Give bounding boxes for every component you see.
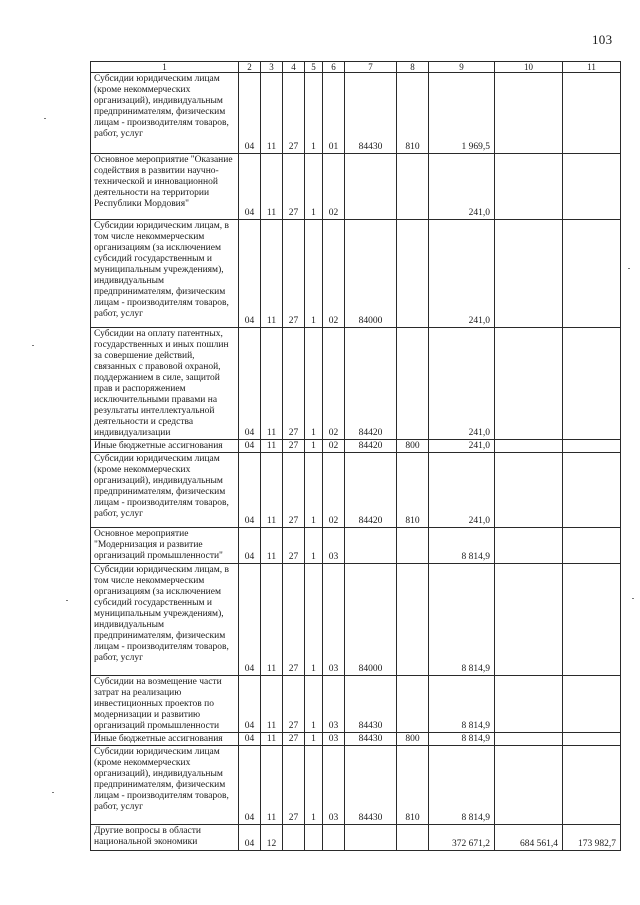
code-direction [345,825,397,851]
code-subprogram: 1 [305,220,323,328]
code-direction: 84430 [345,676,397,733]
code-measure: 03 [323,733,345,746]
table-row [91,220,621,328]
amount-col11 [563,746,621,825]
code-measure: 03 [323,746,345,825]
row-name: Субсидии юридическим лицам, в том числе некоммерческим организациям (за исключением субсидий государственным и муниципальным учреждениям), индивидуальным предпринимателям, физическим лицам - производителям товаров, работ, услуг [91,220,239,328]
amount-col9: 8 814,9 [429,528,495,564]
amount-col10 [495,746,563,825]
code-subsection: 11 [261,564,283,676]
row-name: Другие вопросы в области национальной экономики [91,825,239,851]
code-expense-type [397,220,429,328]
code-subsection: 11 [261,328,283,440]
row-name: Иные бюджетные ассигнования [91,733,239,746]
scan-speck [44,118,46,119]
code-measure: 02 [323,440,345,453]
table-row [91,746,621,825]
row-name: Иные бюджетные ассигнования [91,440,239,453]
amount-col11 [563,528,621,564]
code-subprogram: 1 [305,733,323,746]
code-direction: 84420 [345,328,397,440]
table-row [91,733,621,746]
code-section: 04 [239,220,261,328]
code-measure: 02 [323,453,345,528]
amount-col10 [495,73,563,154]
amount-col9: 8 814,9 [429,733,495,746]
column-header: 7 [345,62,397,73]
amount-col10: 684 561,4 [495,825,563,851]
code-program: 27 [283,73,305,154]
scan-speck [628,268,630,269]
column-header: 6 [323,62,345,73]
code-section: 04 [239,733,261,746]
column-header: 4 [283,62,305,73]
code-direction [345,528,397,564]
code-section: 04 [239,564,261,676]
row-name: Основное мероприятие "Модернизация и развитие организаций промышленности" [91,528,239,564]
amount-col10 [495,676,563,733]
code-subsection: 12 [261,825,283,851]
table-row [91,825,621,851]
code-subsection: 11 [261,73,283,154]
table-row [91,676,621,733]
amount-col11 [563,328,621,440]
code-direction: 84000 [345,220,397,328]
code-section: 04 [239,746,261,825]
code-program: 27 [283,676,305,733]
code-expense-type: 810 [397,73,429,154]
code-program: 27 [283,328,305,440]
column-header: 2 [239,62,261,73]
code-program [283,825,305,851]
amount-col10 [495,220,563,328]
table-row [91,564,621,676]
amount-col9: 241,0 [429,440,495,453]
code-measure: 01 [323,73,345,154]
amount-col10 [495,564,563,676]
code-section: 04 [239,825,261,851]
amount-col9: 241,0 [429,453,495,528]
column-header: 11 [563,62,621,73]
row-name: Субсидии юридическим лицам (кроме некоммерческих организаций), индивидуальным предпринимателям, физическим лицам - производителям товаров, работ, услуг [91,73,239,154]
code-program: 27 [283,564,305,676]
amount-col10 [495,328,563,440]
code-program: 27 [283,440,305,453]
code-section: 04 [239,453,261,528]
row-name: Субсидии юридическим лицам, в том числе некоммерческим организациям (за исключением субсидий государственным и муниципальным учреждениям), индивидуальным предпринимателям, физическим лицам - производителям товаров, работ, услуг [91,564,239,676]
code-subprogram: 1 [305,440,323,453]
amount-col11 [563,564,621,676]
amount-col9: 241,0 [429,220,495,328]
table-row [91,73,621,154]
amount-col9: 1 969,5 [429,73,495,154]
scan-speck [52,792,54,793]
row-name: Субсидии на возмещение части затрат на реализацию инвестиционных проектов по модернизации и развитию организаций промышленности [91,676,239,733]
code-subprogram: 1 [305,564,323,676]
code-expense-type [397,328,429,440]
amount-col9: 8 814,9 [429,676,495,733]
amount-col11 [563,73,621,154]
code-program: 27 [283,220,305,328]
code-measure: 02 [323,220,345,328]
table-row [91,453,621,528]
code-expense-type: 810 [397,746,429,825]
column-header: 3 [261,62,283,73]
code-subsection: 11 [261,528,283,564]
code-expense-type [397,825,429,851]
amount-col11 [563,676,621,733]
code-subsection: 11 [261,676,283,733]
code-subsection: 11 [261,154,283,220]
row-name: Субсидии юридическим лицам (кроме некоммерческих организаций), индивидуальным предпринимателям, физическим лицам - производителям товаров, работ, услуг [91,746,239,825]
code-section: 04 [239,528,261,564]
column-header: 10 [495,62,563,73]
row-name: Основное мероприятие "Оказание содействия в развитии научно-технической и инновационной деятельности на территории Республики Мордовия" [91,154,239,220]
amount-col10 [495,453,563,528]
code-subprogram: 1 [305,453,323,528]
code-section: 04 [239,328,261,440]
code-direction: 84430 [345,73,397,154]
scan-speck [632,598,634,599]
code-subsection: 11 [261,733,283,746]
code-direction: 84420 [345,440,397,453]
code-subprogram: 1 [305,73,323,154]
amount-col11 [563,154,621,220]
table-header-row [91,62,621,73]
amount-col10 [495,528,563,564]
code-program: 27 [283,453,305,528]
table-row [91,154,621,220]
code-measure [323,825,345,851]
code-measure: 02 [323,328,345,440]
code-subprogram [305,825,323,851]
code-section: 04 [239,73,261,154]
code-subprogram: 1 [305,328,323,440]
code-direction: 84000 [345,564,397,676]
code-direction: 84430 [345,733,397,746]
amount-col11 [563,733,621,746]
code-measure: 03 [323,528,345,564]
scan-speck [32,345,34,346]
scan-speck [66,600,68,601]
code-subsection: 11 [261,220,283,328]
code-subprogram: 1 [305,154,323,220]
amount-col11: 173 982,7 [563,825,621,851]
code-subsection: 11 [261,440,283,453]
code-expense-type [397,528,429,564]
code-direction [345,154,397,220]
code-expense-type [397,564,429,676]
column-header: 8 [397,62,429,73]
code-measure: 03 [323,564,345,676]
amount-col9: 241,0 [429,328,495,440]
code-section: 04 [239,154,261,220]
amount-col9: 372 671,2 [429,825,495,851]
amount-col9: 8 814,9 [429,746,495,825]
code-subprogram: 1 [305,676,323,733]
code-expense-type: 810 [397,453,429,528]
column-header: 5 [305,62,323,73]
amount-col10 [495,733,563,746]
code-expense-type: 800 [397,733,429,746]
code-measure: 03 [323,676,345,733]
amount-col10 [495,154,563,220]
table-row [91,328,621,440]
column-header: 1 [91,62,239,73]
code-expense-type [397,676,429,733]
code-program: 27 [283,746,305,825]
budget-table [90,61,621,851]
amount-col11 [563,453,621,528]
code-subsection: 11 [261,746,283,825]
code-subprogram: 1 [305,528,323,564]
code-section: 04 [239,676,261,733]
code-expense-type [397,154,429,220]
row-name: Субсидии юридическим лицам (кроме некоммерческих организаций), индивидуальным предпринимателям, физическим лицам - производителям товаров, работ, услуг [91,453,239,528]
page-number: 103 [592,32,613,47]
table-row [91,528,621,564]
code-subsection: 11 [261,453,283,528]
code-program: 27 [283,154,305,220]
column-header: 9 [429,62,495,73]
amount-col11 [563,220,621,328]
row-name: Субсидии на оплату патентных, государственных и иных пошлин за совершение действий, связанных с правовой охраной, поддержанием в силе, защитой прав и распоряжением исключительными правами на результаты интеллектуальной деятельности и средства индивидуализации [91,328,239,440]
code-expense-type: 800 [397,440,429,453]
code-program: 27 [283,733,305,746]
amount-col11 [563,440,621,453]
amount-col10 [495,440,563,453]
amount-col9: 8 814,9 [429,564,495,676]
code-measure: 02 [323,154,345,220]
code-subprogram: 1 [305,746,323,825]
table-row [91,440,621,453]
code-program: 27 [283,528,305,564]
amount-col9: 241,0 [429,154,495,220]
code-direction: 84430 [345,746,397,825]
code-section: 04 [239,440,261,453]
code-direction: 84420 [345,453,397,528]
